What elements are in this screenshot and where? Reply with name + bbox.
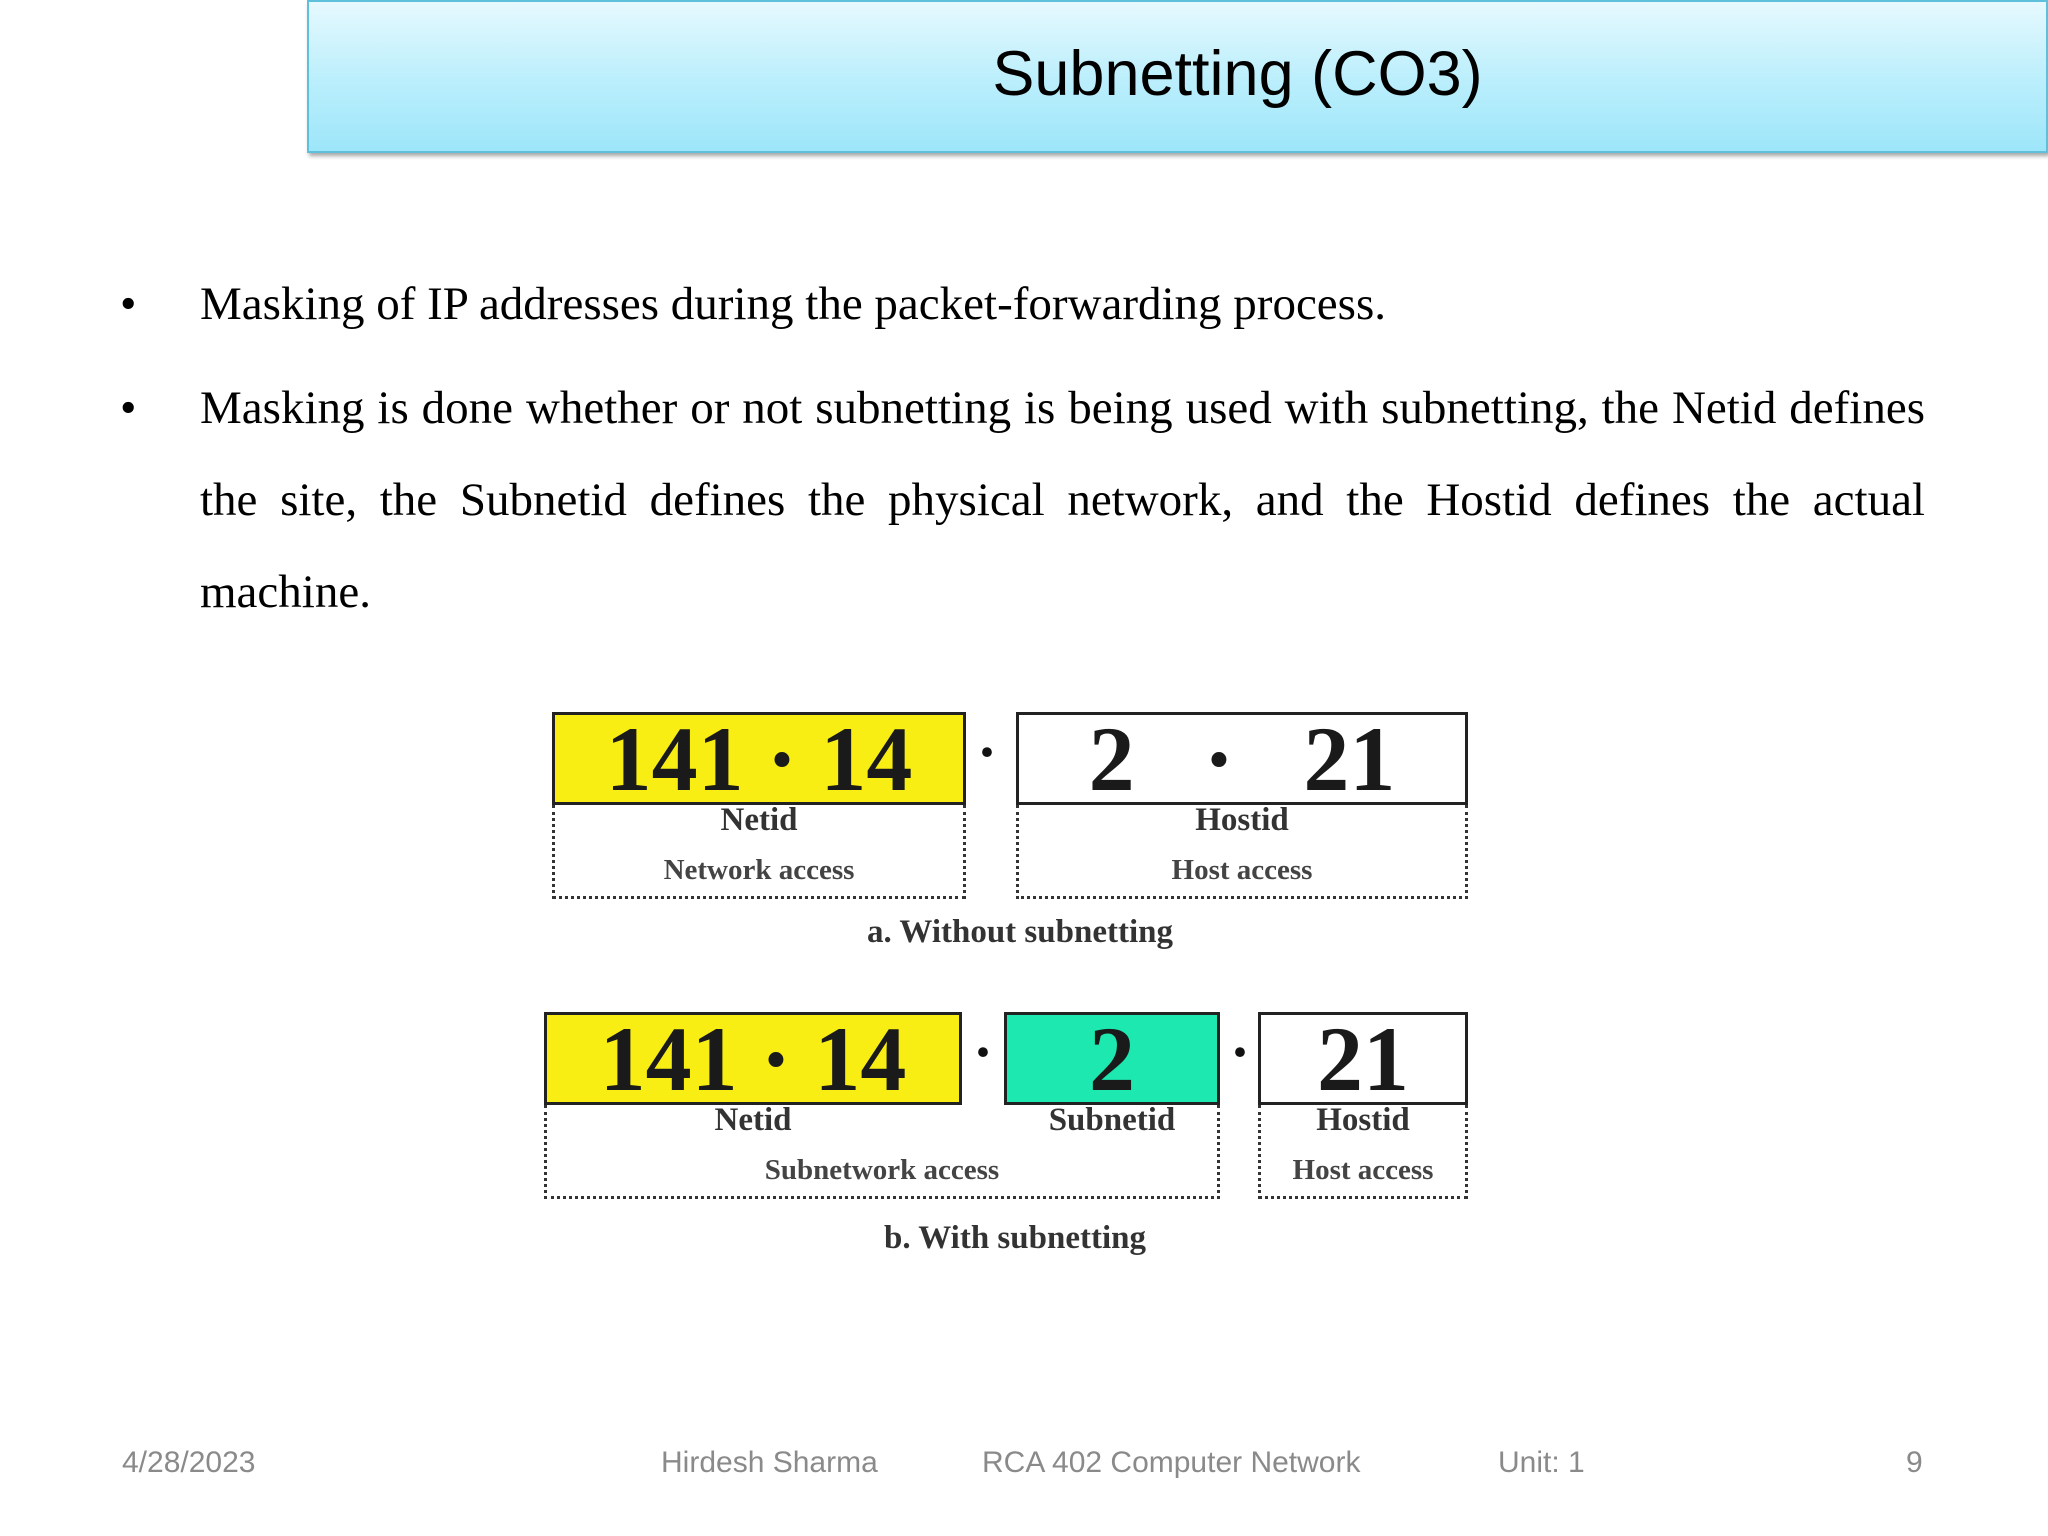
caption-b: b. With subnetting bbox=[884, 1220, 1146, 1256]
bullet-text: Masking is done whether or not subnetting is being used with subnetting, the Netid defines the site, the Subnetid defines the physical network, and the Hostid defines the actual machine. bbox=[200, 382, 1925, 618]
footer-author: Hirdesh Sharma bbox=[661, 1446, 878, 1479]
bullet-text: Masking of IP addresses during the packet-forwarding process. bbox=[200, 278, 1386, 330]
host-access-label-b: Host access bbox=[1292, 1154, 1434, 1186]
caption-a: a. Without subnetting bbox=[867, 914, 1173, 950]
subnetid-label: Subnetid bbox=[1048, 1102, 1176, 1138]
hostid-label-b: Hostid bbox=[1316, 1102, 1410, 1138]
footer-page-number: 9 bbox=[1906, 1446, 1923, 1479]
netid-box-b: 141 · 14 bbox=[544, 1012, 962, 1105]
separator-dot: · bbox=[977, 719, 998, 785]
subnetwork-access-label: Subnetwork access bbox=[764, 1154, 1000, 1186]
host-access-label-a: Host access bbox=[1171, 854, 1313, 886]
network-access-label: Network access bbox=[663, 854, 855, 886]
netid-label-b: Netid bbox=[714, 1102, 792, 1138]
subnetid-box: 2 bbox=[1004, 1012, 1220, 1105]
footer-course: RCA 402 Computer Network bbox=[982, 1446, 1361, 1479]
hostid-label-a: Hostid bbox=[1195, 802, 1289, 838]
hostid-box-b: 21 bbox=[1258, 1012, 1468, 1105]
footer-date: 4/28/2023 bbox=[122, 1446, 256, 1479]
hostid-box-a: 2 · 21 bbox=[1016, 712, 1468, 805]
bullet-marker: • bbox=[120, 278, 137, 330]
bullet-list bbox=[120, 258, 1925, 638]
bullet-item bbox=[120, 258, 1925, 350]
footer-unit: Unit: 1 bbox=[1498, 1446, 1585, 1479]
netid-box-a: 141 · 14 bbox=[552, 712, 966, 805]
bullet-marker: • bbox=[120, 382, 137, 434]
bullet-item bbox=[120, 362, 1925, 638]
separator-dot: · bbox=[1230, 1019, 1251, 1085]
netid-label-a: Netid bbox=[720, 802, 798, 838]
slide-title: Subnetting (CO3) bbox=[992, 39, 1483, 109]
subnetting-diagram bbox=[530, 700, 1490, 1280]
title-bar bbox=[307, 0, 2048, 153]
separator-dot: · bbox=[973, 1019, 994, 1085]
